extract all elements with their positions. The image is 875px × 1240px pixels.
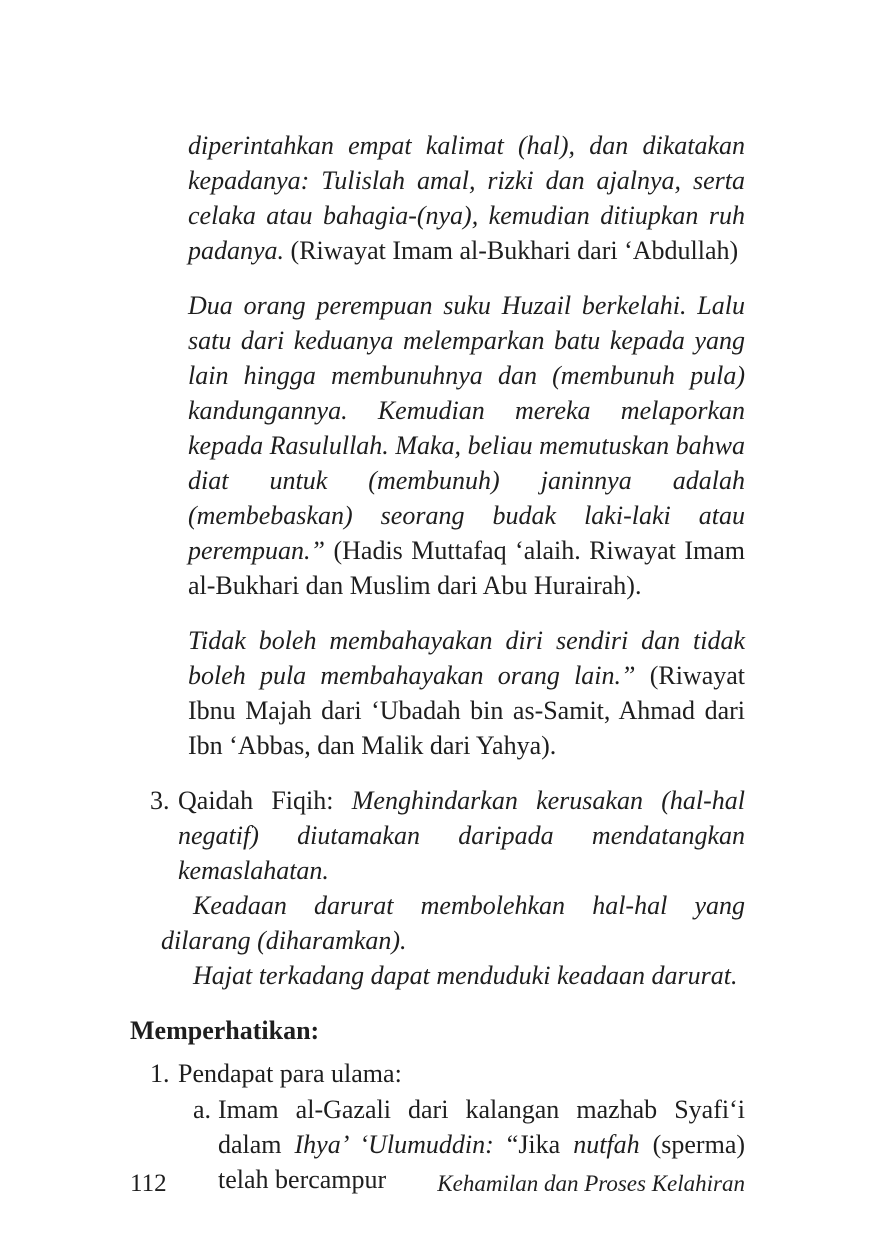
running-title: Kehamilan dan Proses Kelahiran: [437, 1171, 745, 1196]
qaidah-sub-paragraph-2: [178, 958, 745, 993]
list-item-1a-letter: a.: [193, 1095, 212, 1124]
quote-3-text: Tidak boleh membahayakan diri sendiri dan tidak boleh pula membahayakan orang lain.”: [188, 626, 745, 690]
quote-1-text: diperintahkan empat kalimat (hal), dan dikatakan kepadanya: Tulislah amal, rizki dan ajalnya, serta celaka atau bahagia-(nya), kemudian ditiupkan ruh padanya.: [188, 131, 745, 265]
list-item-1-body: Pendapat para ulama:: [178, 1059, 402, 1088]
list-item-3-number: 3.: [150, 786, 170, 815]
page-footer: [130, 1166, 745, 1201]
quote-1-citation: (Riwayat Imam al-Bukhari dari ‘Abdullah): [284, 236, 739, 265]
page-number: 112: [130, 1170, 167, 1197]
section-heading: Memperhatikan:: [130, 1016, 320, 1045]
qaidah-sub-2-text: Hajat terkadang dapat menduduki keadaan darurat.: [193, 961, 738, 990]
list-1a-run-5: (sperma) telah bercampur: [218, 1130, 746, 1194]
list-item-3: [150, 783, 745, 993]
quote-2-citation: (Hadis Muttafaq ‘alaih. Riwayat Imam al-Bukhari dan Muslim dari Abu Hurairah).: [188, 536, 745, 600]
qaidah-sub-paragraph-1: [161, 888, 745, 958]
page-body: [130, 128, 745, 1197]
quote-paragraph-3: [188, 623, 745, 763]
list-item-1: [150, 1056, 745, 1091]
quote-paragraph-2: [188, 288, 745, 603]
list-1a-run-1: Imam al-Gazali dari kalangan mazhab Syafi‘i dalam: [218, 1095, 745, 1159]
list-1a-book-title: Ihya’ ‘Ulumuddin:: [294, 1130, 494, 1159]
list-1a-term-nutfah: nutfah: [573, 1130, 640, 1159]
qaidah-fiqih-label: Qaidah Fiqih:: [178, 786, 352, 815]
quote-paragraph-1: [188, 128, 745, 268]
qaidah-fiqih-principle: Menghindarkan kerusakan (hal-hal negatif) diutamakan daripada mendatangkan kemaslahatan.: [178, 786, 745, 885]
quote-3-citation: (Riwayat Ibnu Majah dari ‘Ubadah bin as-Samit, Ahmad dari Ibn ‘Abbas, dan Malik dari Yahya).: [188, 661, 746, 760]
quote-2-text: Dua orang perempuan suku Huzail berkelahi. Lalu satu dari keduanya melemparkan batu kepada yang lain hingga membunuhnya dan (membunuh pula) kandungannya. Kemudian mereka melaporkan kepada Rasulullah. Maka, beliau memutuskan bahwa diat untuk (membunuh) janinnya adalah (membebaskan) seorang budak laki-laki atau perempuan.”: [188, 291, 745, 565]
list-item-3-body: [161, 783, 745, 993]
list-item-1-number: 1.: [150, 1059, 170, 1088]
list-1a-run-3: “Jika: [493, 1130, 574, 1159]
qaidah-sub-1-text: Keadaan darurat membolehkan hal-hal yang dilarang (diharamkan).: [161, 891, 745, 955]
qaidah-fiqih-paragraph: [178, 783, 745, 888]
